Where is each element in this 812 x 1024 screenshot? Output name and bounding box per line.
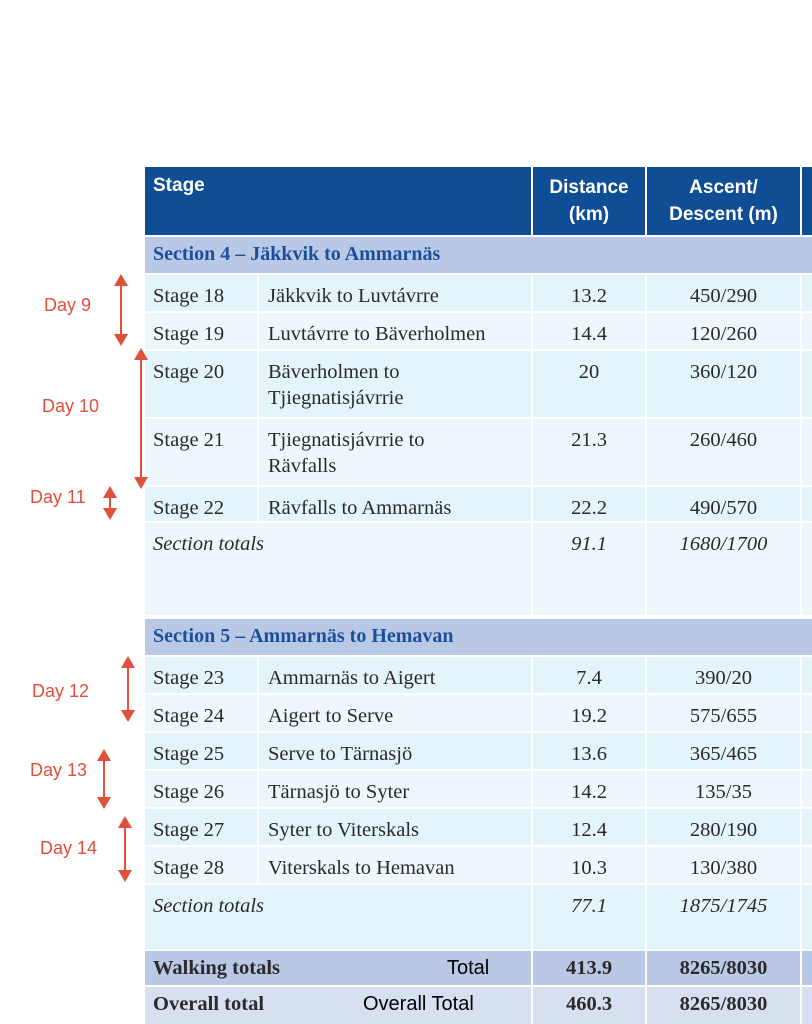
overall-total-note: Overall Total bbox=[363, 993, 474, 1015]
table-row bbox=[145, 275, 812, 311]
table-row bbox=[145, 809, 812, 845]
stage-ascent-descent: 390/20 bbox=[695, 667, 752, 689]
day-9-label: Day 9 bbox=[44, 295, 92, 315]
section-totals-label: Section totals bbox=[153, 533, 265, 555]
table-row bbox=[145, 313, 812, 349]
day-10-range-arrow bbox=[140, 350, 142, 487]
walking-totals-distance: 413.9 bbox=[565, 957, 613, 979]
table-row bbox=[145, 351, 812, 417]
stage-number: Stage 27 bbox=[153, 819, 225, 841]
stage-ascent-descent: 120/260 bbox=[689, 323, 758, 345]
day-11-label: Day 11 bbox=[30, 487, 86, 507]
section-totals-ascent-descent: 1680/1700 bbox=[679, 533, 768, 555]
table-row bbox=[145, 487, 812, 521]
section-totals-row bbox=[145, 523, 812, 615]
stage-number: Stage 25 bbox=[153, 743, 225, 765]
stage-distance: 22.2 bbox=[571, 497, 607, 519]
table-row bbox=[145, 657, 812, 693]
stage-ascent-descent: 450/290 bbox=[689, 285, 758, 307]
day-10-label: Day 10 bbox=[42, 396, 100, 416]
stage-route: Tärnasjö to Syter bbox=[268, 781, 410, 803]
header-stage: Stage bbox=[145, 167, 533, 235]
stage-number: Stage 22 bbox=[153, 497, 225, 519]
day-12-range-arrow bbox=[127, 658, 129, 720]
stage-ascent-descent: 280/190 bbox=[689, 819, 758, 841]
stage-distance: 10.3 bbox=[571, 857, 607, 879]
stage-number: Stage 21 bbox=[153, 429, 225, 451]
day-14-range-arrow bbox=[124, 818, 126, 880]
stage-route-line-2: Tjiegnatisjávrrie bbox=[268, 387, 404, 409]
stage-route-line-2: Rävfalls bbox=[268, 455, 337, 477]
day-14-label: Day 14 bbox=[40, 838, 98, 858]
stage-ascent-descent: 135/35 bbox=[695, 781, 752, 803]
stage-route: Jäkkvik to Luvtávrre bbox=[268, 285, 439, 307]
stage-number: Stage 20 bbox=[153, 361, 225, 383]
stage-ascent-descent: 490/570 bbox=[689, 497, 758, 519]
day-13-range-arrow bbox=[103, 751, 105, 807]
stage-route: Rävfalls to Ammarnäs bbox=[268, 497, 452, 519]
section-totals-distance: 77.1 bbox=[571, 895, 607, 917]
walking-totals-row bbox=[145, 951, 812, 985]
stage-route: Serve to Tärnasjö bbox=[268, 743, 413, 765]
stage-distance: 13.6 bbox=[571, 743, 607, 765]
table-row bbox=[145, 771, 812, 807]
stage-route-line-1: Bäverholmen to bbox=[268, 361, 400, 383]
header-distance: Distance (km) bbox=[533, 167, 647, 235]
total-note: Total bbox=[447, 957, 490, 979]
stage-distance: 20 bbox=[578, 361, 600, 383]
section-totals-row bbox=[145, 885, 812, 949]
stage-distance: 14.4 bbox=[571, 323, 607, 345]
walking-totals-ascent-descent: 8265/8030 bbox=[679, 957, 768, 979]
day-9-range-arrow bbox=[120, 276, 122, 344]
stage-distance: 7.4 bbox=[576, 667, 602, 689]
stage-distance: 13.2 bbox=[571, 285, 607, 307]
section-4-title: Section 4 – Jäkkvik to Ammarnäs bbox=[153, 243, 441, 265]
stage-ascent-descent: 130/380 bbox=[689, 857, 758, 879]
stage-distance: 19.2 bbox=[571, 705, 607, 727]
stage-ascent-descent: 365/465 bbox=[689, 743, 758, 765]
day-11-range-arrow bbox=[109, 488, 111, 518]
overall-total-label: Overall total bbox=[153, 993, 265, 1015]
section-totals-distance: 91.1 bbox=[571, 533, 607, 555]
stage-number: Stage 19 bbox=[153, 323, 225, 345]
stage-route: Syter to Viterskals bbox=[268, 819, 419, 841]
stage-distance: 12.4 bbox=[571, 819, 607, 841]
stage-ascent-descent: 260/460 bbox=[689, 429, 758, 451]
stage-route-line-1: Tjiegnatisjávrrie to bbox=[268, 429, 425, 451]
section-totals-ascent-descent: 1875/1745 bbox=[679, 895, 768, 917]
stage-route: Viterskals to Hemavan bbox=[268, 857, 455, 879]
overall-total-distance: 460.3 bbox=[565, 993, 613, 1015]
stage-route: Ammarnäs to Aigert bbox=[268, 667, 436, 689]
table-row bbox=[145, 695, 812, 731]
day-13-label: Day 13 bbox=[30, 760, 88, 780]
table-row bbox=[145, 419, 812, 485]
stage-ascent-descent: 360/120 bbox=[689, 361, 758, 383]
stage-number: Stage 23 bbox=[153, 667, 225, 689]
overall-total-ascent-descent: 8265/8030 bbox=[679, 993, 768, 1015]
stage-number: Stage 26 bbox=[153, 781, 225, 803]
header-ascent-descent: Ascent/ Descent (m) bbox=[647, 167, 802, 235]
table-row bbox=[145, 847, 812, 883]
stage-distance: 14.2 bbox=[571, 781, 607, 803]
stage-route: Aigert to Serve bbox=[268, 705, 394, 727]
stage-number: Stage 18 bbox=[153, 285, 225, 307]
walking-totals-label: Walking totals bbox=[153, 957, 281, 979]
section-heading bbox=[145, 619, 812, 655]
day-12-label: Day 12 bbox=[32, 681, 90, 701]
stage-route: Luvtávrre to Bäverholmen bbox=[268, 323, 486, 345]
stage-number: Stage 28 bbox=[153, 857, 225, 879]
stage-number: Stage 24 bbox=[153, 705, 225, 727]
table-header bbox=[145, 167, 812, 235]
stage-distance: 21.3 bbox=[571, 429, 607, 451]
section-totals-label: Section totals bbox=[153, 895, 265, 917]
stage-ascent-descent: 575/655 bbox=[689, 705, 758, 727]
overall-total-row bbox=[145, 987, 812, 1024]
section-heading bbox=[145, 237, 812, 273]
section-5-title: Section 5 – Ammarnäs to Hemavan bbox=[153, 625, 454, 647]
table-row bbox=[145, 733, 812, 769]
